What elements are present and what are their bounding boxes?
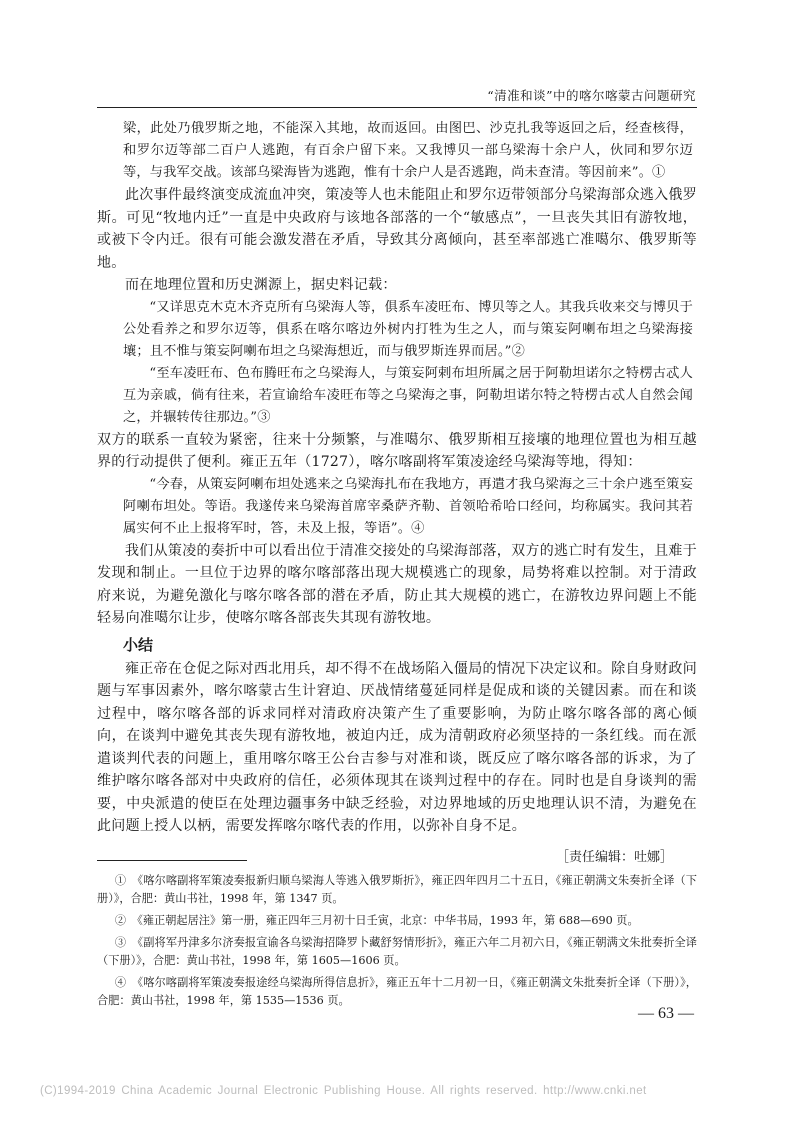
footnote: ④ 《喀尔喀副将军策凌奏报途经乌梁海所得信息折》，雍正五年十二月初一日，《雍正朝满文朱批奏折全译（下册）》，合肥：黄山书社，1998 年，第 1535—1536 页。 [97,976,697,1007]
responsible-editor: ［责任编辑：吐娜］ [555,849,673,865]
header-rule [97,107,697,108]
body-paragraph: 雍正帝在仓促之际对西北用兵，却不得不在战场陷入僵局的情况下决定议和。除自身财政问题与军事因素外，喀尔喀蒙古生计窘迫、厌战情绪蔓延同样是促成和谈的关键因素。而在和谈过程中，喀尔喀各部的诉求同样对清政府决策产生了重要影响，为防止喀尔喀各部的离心倾向，在谈判中避免其丧失现有游牧地，被迫内迁，成为清朝政府必须坚持的一条红线。而在派遣谈判代表的问题上，重用喀尔喀王公台吉参与对准和谈，既反应了喀尔喀各部的诉求，为了维护喀尔喀各部对中央政府的信任，必须体现其在谈判过程中的存在。同时也是自身谈判的需要，中央派遣的使臣在处理边疆事务中缺乏经验，对边界地域的历史地理认识不清，为避免在此问题上授人以柄，需要发挥喀尔喀代表的作用，以弥补自身不足。 [97,660,697,834]
footnotes [97,872,697,1014]
copyright-watermark: (C)1994-2019 China Academic Journal Electronic Publishing House. All rights reserved. http://www.cnki.net [40,1085,647,1097]
quote-paragraph: 梁，此处乃俄罗斯之地，不能深入其地，故而返回。由图巴、沙克扎我等返回之后，经查核得，和罗尔迈等部二百户人逃跑，有百余户留下来。又我博贝一部乌梁海十余户人，伙同和罗尔迈等，与我军交战。该部乌梁海皆为逃跑，惟有十余户人是否逃跑，尚未查清。等因前来”。① [123,121,693,180]
quote-paragraph: “又详思克木克木齐克所有乌梁海人等，俱系车凌旺布、博贝等之人。其我兵收来交与博贝于公处看养之和罗尔迈等，俱系在喀尔喀边外树内打牲为生之人，而与策妄阿喇布坦之乌梁海接壤；且不惟与策妄阿喇布坦之乌梁海想近，而与俄罗斯连界而居。”② [123,299,693,359]
footnote: ① 《喀尔喀副将军策凌奏报新归顺乌梁海人等逃入俄罗斯折》，雍正四年四月二十五日，《雍正朝满文朱奏折全译（下册）》，合肥：黄山书社，1998 年，第 1347 页。 [97,874,697,905]
footnote: ② 《雍正朝起居注》第一册，雍正四年三月初十日壬寅，北京：中华书局，1993 年，第 688—690 页。 [114,914,639,927]
page-number: — 63 — [638,1005,694,1022]
footnote-rule [97,860,247,861]
body-paragraph: 双方的联系一直较为紧密，往来十分频繁，与准噶尔、俄罗斯相互接壤的地理位置也为相互越界的行动提供了便利。雍正五年（1727），喀尔喀副将军策凌途经乌梁海等地，得知： [97,431,697,470]
running-header: “清准和谈”中的喀尔喀蒙古问题研究 [487,88,696,103]
body-paragraph: 此次事件最终演变成流血冲突，策凌等人也未能阻止和罗尔迈带领部分乌梁海部众逃入俄罗斯。可见“牧地内迁”一直是中央政府与该地各部落的一个“敏感点”，一旦丧失其旧有游牧地，或被下令内迁。很有可能会激发潜在矛盾，导致其分离倾向，甚至率部逃亡准噶尔、俄罗斯等地。 [97,187,697,271]
article-body [97,118,697,865]
body-paragraph: 而在地理位置和历史渊源上，据史料记载： [125,277,397,293]
footnote: ③ 《副将军丹津多尔济奏报宣谕各乌梁海招降罗卜藏舒努情形折》，雍正六年二月初六日，《雍正朝满文朱批奏折全译（下册）》，合肥：黄山书社，1998 年，第 1605—1606 页。 [97,936,697,967]
section-heading: 小结 [123,635,154,654]
quote-paragraph: “今春，从策妄阿喇布坦处逃来之乌梁海扎布在我地方，再遣才我乌梁海之三十余户逃至策妄阿喇布坦处。等语。我遂传来乌梁海首席宰桑萨齐勒、首领哈希哈口经问，均称属实。我问其若属实何不止上报将军时，答，未及上报，等语”。④ [123,476,693,536]
quote-paragraph: “至车凌旺布、色布腾旺布之乌梁海人，与策妄阿剌布坦所属之居于阿勒坦诺尔之特楞古忒人互为亲戚，倘有往来，若宣谕给车凌旺布等之乌梁海之事，阿勒坦诺尔特之特楞古忒人自然会闻之，并辗转传往那边。”③ [123,365,693,425]
body-paragraph: 我们从策凌的奏折中可以看出位于清准交接处的乌梁海部落，双方的逃亡时有发生，且难于发现和制止。一旦位于边界的喀尔喀部落出现大规模逃亡的现象，局势将难以控制。对于清政府来说，为避免激化与喀尔喀各部的潜在矛盾，防止其大规模的逃亡，在游牧边界问题上不能轻易向准噶尔让步，使喀尔喀各部丧失其现有游牧地。 [97,542,697,626]
